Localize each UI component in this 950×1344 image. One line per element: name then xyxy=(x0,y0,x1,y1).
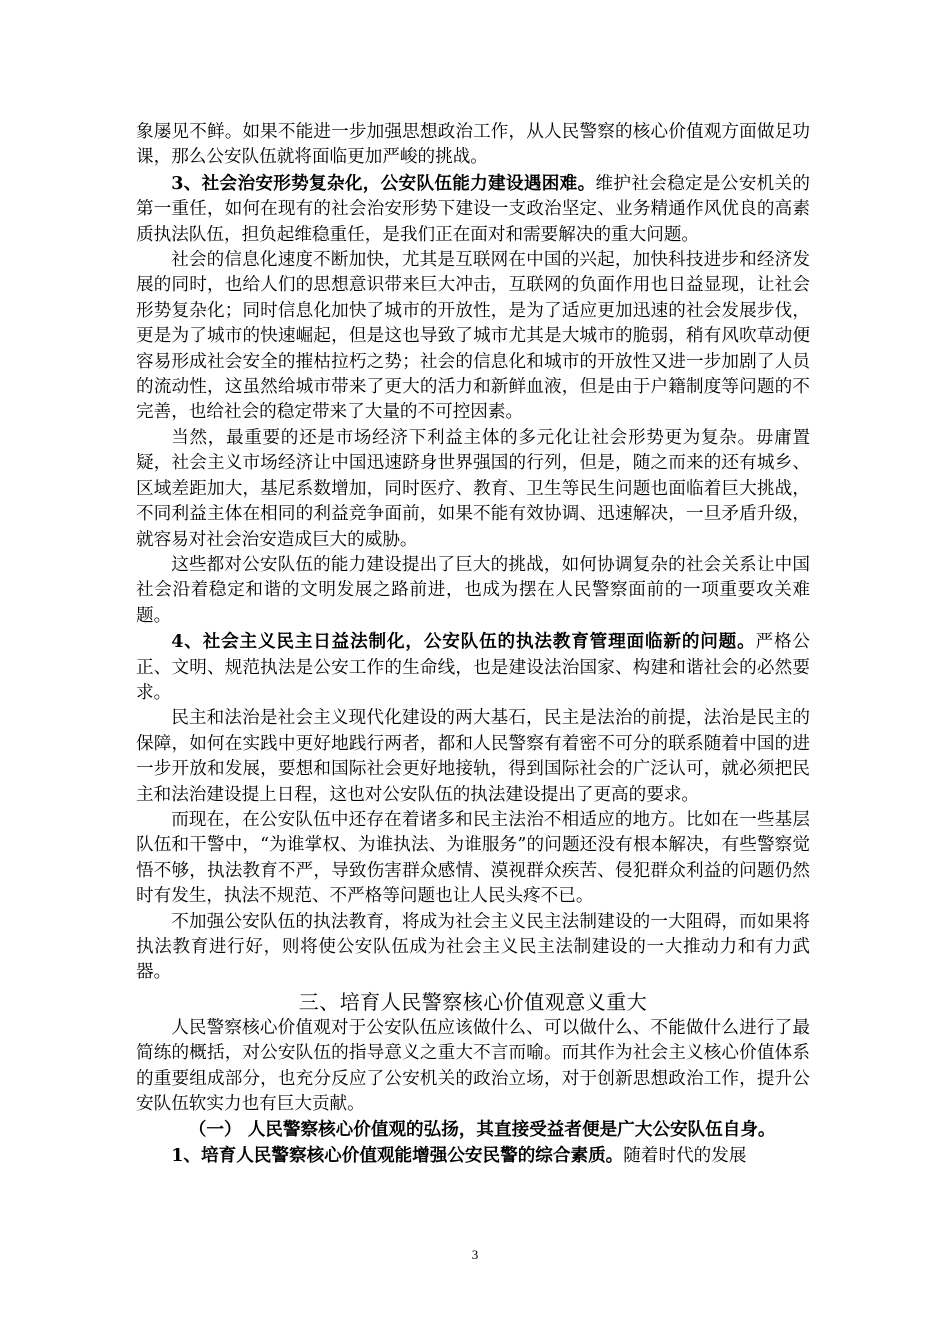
paragraph-7: 民主和法治是社会主义现代化建设的两大基石，民主是法治的前提，法治是民主的保障，如何在实践中更好地践行两者，都和人民警察有着密不可分的联系随着中国的进一步开放和发展，要想和国际社会更好地接轨，得到国际社会的广泛认可，就必须把民主和法治建设提上日程，这也对公安队伍的执法建设提出了更高的要求。 xyxy=(136,708,810,805)
page-number: 3 xyxy=(471,1247,479,1262)
section-paragraph-1: 人民警察核心价值观对于公安队伍应该做什么、可以做什么、不能做什么进行了最简练的概括，对公安队伍的指导意义之重大不言而喻。而其作为社会主义核心价值体系的重要组成部分，也充分反应了公安机关的政治立场，对于创新思想政治工作，提升公安队伍软实力也有巨大贡献。 xyxy=(136,1017,810,1115)
last-paragraph xyxy=(136,1143,810,1169)
paragraph-5: 这些都对公安队伍的能力建设提出了巨大的挑战，如何协调复杂的社会关系让中国社会沿着稳定和谐的文明发展之路前进，也成为摆在人民警察面前的一项重要攻关难题。 xyxy=(136,554,810,626)
paragraph-3: 社会的信息化速度不断加快，尤其是互联网在中国的兴起，加快科技进步和经济发展的同时，也给人们的思想意识带来巨大冲击，互联网的负面作用也日益显现，让社会形势复杂化；同时信息化加快了城市的开放性，是为了适应更加迅速的社会发展步伐，更是为了城市的快速崛起，但是这也导致了城市尤其是大城市的脆弱，稍有风吹草动便容易形成社会安全的摧枯拉朽之势；社会的信息化和城市的开放性又进一步加剧了人员的流动性，这虽然给城市带来了更大的活力和新鲜血液，但是由于户籍制度等问题的不完善，也给社会的稳定带来了大量的不可控因素。 xyxy=(136,250,810,423)
document-body xyxy=(136,120,810,1169)
paragraph-2-heading: 3、社会治安形势复杂化，公安队伍能力建设遇困难。 xyxy=(171,172,596,194)
paragraph-2-text: 维护社会稳定是公安机关的第一重任，如何在现有的社会治安形势下建设一支政治坚定、业务精通作风优良的高素质执法队伍，担负起维稳重任，是我们正在面对和需要解决的重大问题。 xyxy=(136,173,810,245)
paragraph-6-text: 严格公正、文明、规范执法是公安工作的生命线，也是建设法治国家、构建和谐社会的必然要求。 xyxy=(136,632,810,703)
paragraph-4: 当然，最重要的还是市场经济下利益主体的多元化让社会形势更为复杂。毋庸置疑，社会主义市场经济让中国迅速跻身世界强国的行列，但是，随之而来的还有城乡、区域差距加大，基尼系数增加，同时医疗、教育、卫生等民生问题也面临着巨大挑战，不同利益主体在相同的利益竞争面前，如果不能有效协调、迅速解决，一旦矛盾升级，就容易对社会治安造成巨大的威胁。 xyxy=(136,427,810,550)
paragraph-1: 象屡见不鲜。如果不能进一步加强思想政治工作，从人民警察的核心价值观方面做足功课，那么公安队伍就将面临更加严峻的挑战。 xyxy=(136,122,810,168)
paragraph-9: 不加强公安队伍的执法教育，将成为社会主义民主法制建设的一大阻碍，而如果将执法教育进行好，则将使公安队伍成为社会主义民主法制建设的一大推动力和有力武器。 xyxy=(136,911,810,983)
sub-heading: （一） 人民警察核心价值观的弘扬，其直接受益者便是广大公安队伍自身。 xyxy=(188,1119,776,1141)
paragraph-8: 而现在，在公安队伍中还存在着诸多和民主法治不相适应的地方。比如在一些基层队伍和干警中，“为谁掌权、为谁执法、为谁服务”的问题还没有根本解决，有些警察觉悟不够，执法教育不严，导致伤害群众感情、漠视群众疾苦、侵犯群众利益的问题仍然时有发生，执法不规范、不严格等问题也让人民头疼不已。 xyxy=(136,809,810,907)
last-paragraph-heading: 1、培育人民警察核心价值观能增强公安民警的综合素质。 xyxy=(171,1144,624,1166)
paragraph-6 xyxy=(136,629,810,706)
paragraph-2 xyxy=(136,171,810,248)
paragraph-6-heading: 4、社会主义民主日益法制化，公安队伍的执法教育管理面临新的问题。 xyxy=(171,631,756,653)
section-heading: 三、培育人民警察核心价值观意义重大 xyxy=(298,989,648,1014)
last-paragraph-text: 随着时代的发展 xyxy=(623,1145,747,1166)
